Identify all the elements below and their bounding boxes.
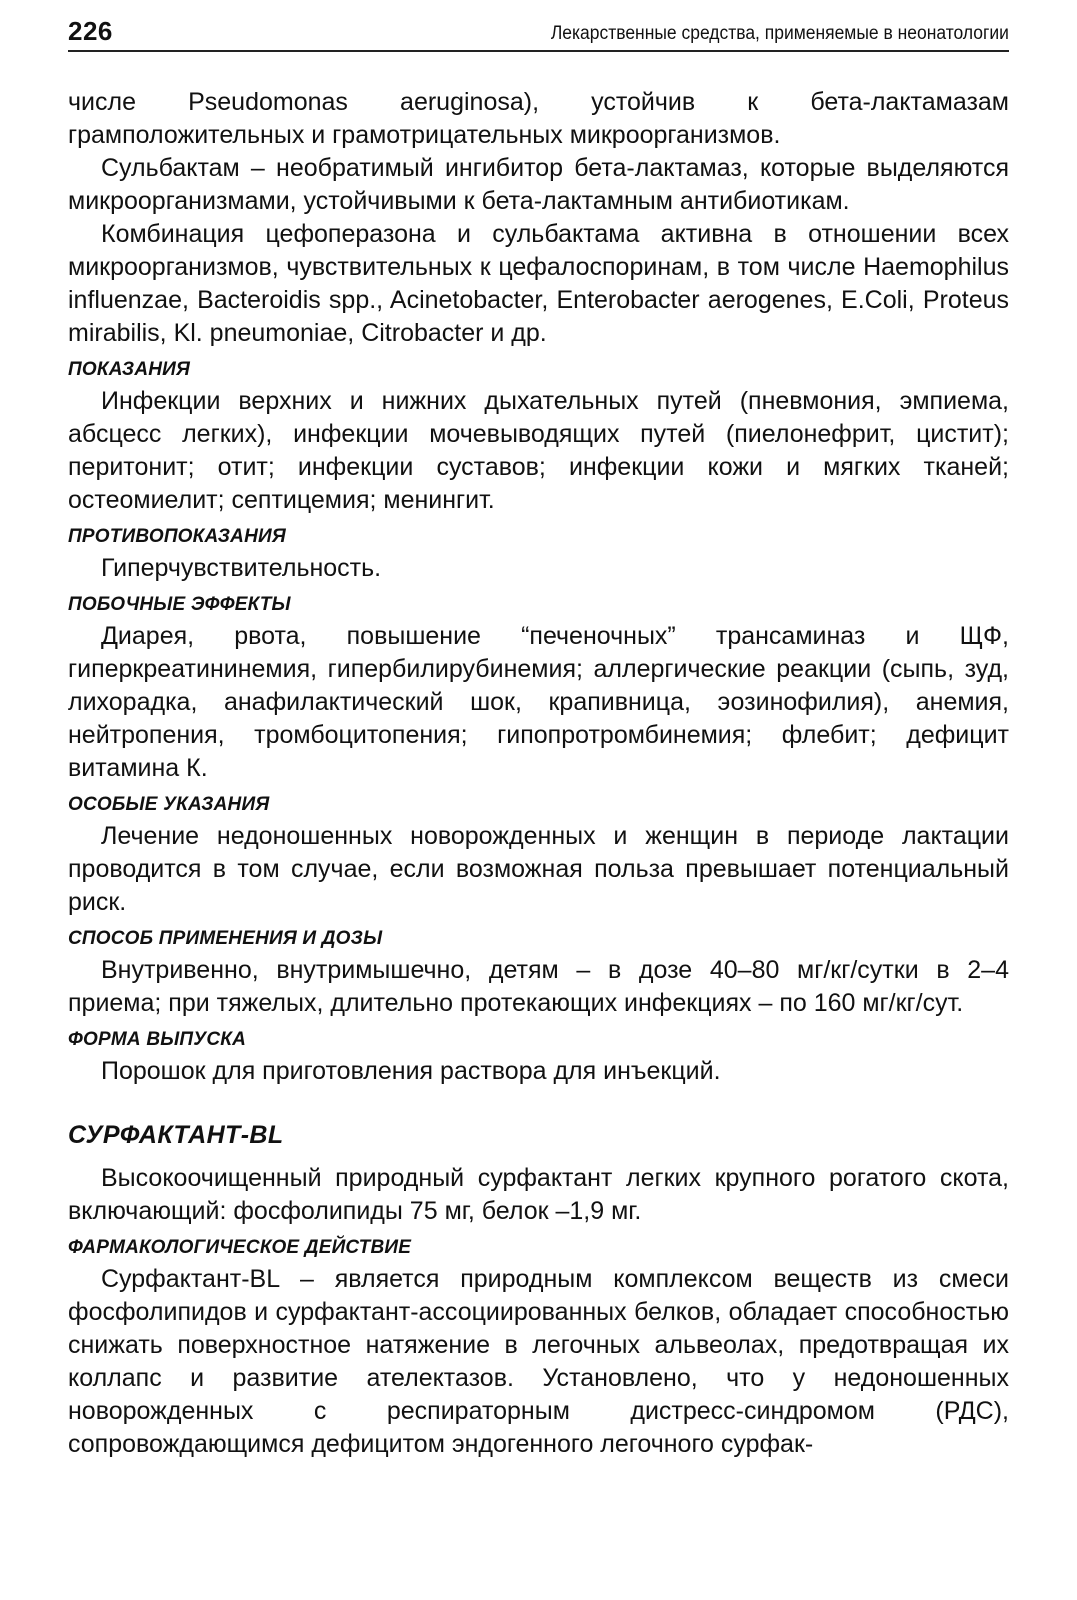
- paragraph: Диарея, рвота, повышение “печеночных” трансаминаз и ЩФ, гиперкреатининемия, гипербилирубинемия; аллергические реакции (сыпь, зуд, лихорадка, анафилактический шок, крапивница, эозинофилия), анемия, нейтропения, тромбоцитопения; гипопротромбинемия; флебит; дефицит витамина К.: [68, 622, 1009, 782]
- page-body: [68, 52, 1009, 1461]
- book-page: [68, 14, 1009, 1584]
- section-heading-contraindications: ПРОТИВОПОКАЗАНИЯ: [68, 526, 286, 547]
- paragraph: Высокоочищенный природный сурфактант легких крупного рогатого скота, включающий: фосфолипиды 75 мг, белок –1,9 мг.: [68, 1164, 1009, 1225]
- page-number: 226: [68, 16, 113, 46]
- running-title: Лекарственные средства, применяемые в неонатологии: [550, 23, 1009, 44]
- paragraph: числе Pseudomonas aeruginosa), устойчив к бета-лактамазам грамположительных и грамотрицательных микроорганизмов.: [68, 88, 1009, 149]
- drug-title: СУРФАКТАНТ-BL: [68, 1121, 284, 1149]
- paragraph: Комбинация цефоперазона и сульбактама активна в отношении всех микроорганизмов, чувствительных к цефалоспоринам, в том числе Haemophilus influenzae, Bacteroidis spp., Acinetobacter, Enterobacter aerogenes, E.Coli, Proteus mirabilis, Kl. pneumoniae, Citrobacter и др.: [68, 220, 1009, 347]
- paragraph: Лечение недоношенных новорожденных и женщин в периоде лактации проводится в том случае, если возможная польза превышает потенциальный риск.: [68, 822, 1009, 916]
- paragraph: Гиперчувствительность.: [101, 554, 382, 582]
- paragraph: Порошок для приготовления раствора для инъекций.: [101, 1057, 721, 1085]
- paragraph: Внутривенно, внутримышечно, детям – в дозе 40–80 мг/кг/сутки в 2–4 приема; при тяжелых, длительно протекающих инфекциях – по 160 мг/кг/сут.: [68, 956, 1009, 1017]
- section-heading-side-effects: ПОБОЧНЫЕ ЭФФЕКТЫ: [68, 594, 291, 615]
- paragraph: Сурфактант-BL – является природным комплексом веществ из смеси фосфолипидов и сурфактант-ассоциированных белков, обладает способностью снижать поверхностное натяжение в легочных альвеолах, предотвращая их коллапс и развитие ателектазов. Установлено, что у недоношенных новорожденных с респираторным дистресс-синдромом (РДС), сопровождающимся дефицитом эндогенного легочного сурфак-: [68, 1265, 1009, 1458]
- running-header: [68, 14, 1009, 52]
- paragraph: Инфекции верхних и нижних дыхательных путей (пневмония, эмпиема, абсцесс легких), инфекции мочевыводящих путей (пиелонефрит, цистит); перитонит; отит; инфекции суставов; инфекции кожи и мягких тканей; остеомиелит; септицемия; менингит.: [68, 387, 1009, 514]
- section-heading-indications: ПОКАЗАНИЯ: [68, 359, 191, 380]
- paragraph: Сульбактам – необратимый ингибитор бета-лактамаз, которые выделяются микроорганизмами, устойчивыми к бета-лактамным антибиотикам.: [68, 154, 1009, 215]
- section-heading-dosage: СПОСОБ ПРИМЕНЕНИЯ И ДОЗЫ: [68, 928, 383, 949]
- section-heading-form: ФОРМА ВЫПУСКА: [68, 1029, 247, 1050]
- section-heading-special-notes: ОСОБЫЕ УКАЗАНИЯ: [68, 794, 270, 815]
- section-heading-pharmacology: ФАРМАКОЛОГИЧЕСКОЕ ДЕЙСТВИЕ: [68, 1237, 412, 1258]
